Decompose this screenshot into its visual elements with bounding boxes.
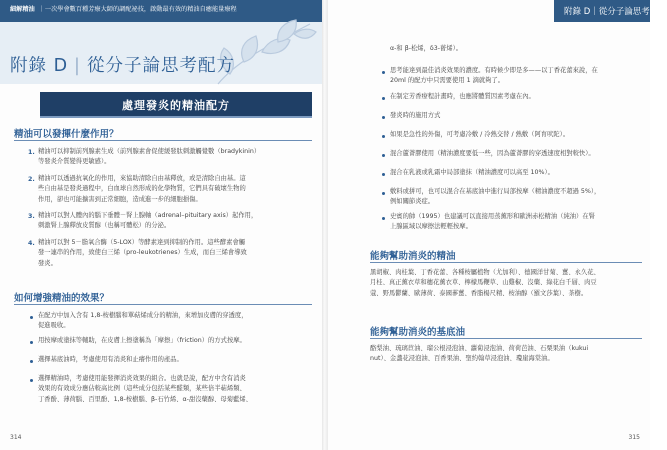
page-number-left: 314	[10, 434, 22, 441]
item-number: 1.	[28, 149, 35, 156]
left-page	[0, 0, 322, 450]
text-line: 20ml 的配方中只需要使用 1 滴就夠了。	[390, 77, 505, 85]
section-banner: 處理發炎的精油配方	[40, 92, 312, 116]
bullet-icon	[382, 173, 385, 176]
numbered-item	[38, 238, 318, 269]
running-head-right: 附錄 D｜從分子論思考配方	[554, 0, 650, 22]
text-line: 敷料或拼可，也可以混合在基底油中進行局部按摩（精油濃度不超過 5%），	[390, 188, 601, 195]
bullet-item	[390, 111, 642, 121]
bullet-item	[38, 355, 318, 365]
text-line: 效果的有效成分應佔較高比例（這些成分包括某些醛類，某些倍半萜烯類、	[38, 385, 246, 393]
appendix-label: 附錄 D	[10, 56, 69, 76]
bullet-icon	[30, 379, 33, 382]
text-line: 史賓的帥（1995）也建議可以直接用蒸薰形和歐洲赤松精油（純油）在腎	[390, 213, 595, 220]
text-line: 思考能達到最佳消炎效果的濃度。有時候少即是多——以丁香花蕾來說，在	[390, 67, 598, 74]
appendix-header-panel	[0, 22, 322, 84]
numbered-item	[38, 147, 318, 168]
bullet-item	[390, 149, 642, 159]
bullet-item	[38, 336, 318, 346]
text-line: 發炎時的施用方式	[390, 112, 441, 119]
text-line: 精油可以抑制前列腺素生成（前列腺素會促使緩發肽刺激觸覺數（bradykinin）	[38, 148, 261, 155]
continued-line: α-和 β-松烯，δ3-蒈烯）。	[390, 45, 463, 52]
text-line: 精油可以對 5－脂氧合酶（5-LOX）等酵素達到抑制的作用。這些酵素會觸	[38, 239, 246, 246]
q1-heading: 精油可以發揮什麼作用？	[14, 129, 119, 140]
bullet-item	[38, 311, 318, 332]
text-line: 混合蘆薈膠使用（精油濃度要低一些，因為蘆薈膠的穿透速度相對較快）。	[390, 150, 595, 157]
bullet-icon	[30, 341, 33, 344]
q2-heading: 如何增強精油的效果？	[14, 293, 110, 304]
right-page	[328, 0, 667, 450]
bullet-icon	[382, 217, 385, 220]
text-line: 在配方中加入含有 1,8-桉樹腦和單萜烯成分的精油，來增加皮膚的穿透度，	[38, 312, 248, 319]
oils-paragraph	[370, 268, 644, 299]
bullet-icon	[382, 192, 385, 195]
bullet-item	[390, 187, 642, 208]
carrier-oils-heading: 能夠幫助消炎的基底油	[370, 327, 466, 338]
text-line: nut）、金盞花浸泡油、百香果油、聖約翰草浸泡油、瓊崖海棠油。	[370, 355, 554, 363]
text-line: 些自由基是發炎過程中，白血球自然形成的化學物質，它們具有破壞生物的	[38, 185, 246, 193]
banner-underline	[40, 116, 312, 118]
text-line: 促進吸收。	[38, 322, 70, 330]
text-line: 發一連串的作用，致使白三烯（pro-leukotrienes）生成，而白三烯會導致	[38, 249, 247, 257]
text-line: 作用，卻也可能擴害到正常細胞，造成進一步的細胞損傷。	[38, 195, 202, 203]
text-line: 在制定芳香療程計畫時，也應將體質因素考慮在內。	[390, 93, 535, 100]
running-head-subtitle: ｜一次學會數百種芳療大師的調配祕技，啟動最有效的精油自癒能量療程	[38, 6, 237, 13]
q2-heading-rule	[14, 304, 312, 305]
bullet-icon	[382, 116, 385, 119]
text-line: 混合在乳液或乳霜中局部塗抹（精油濃度可以高至 10%）。	[390, 169, 554, 176]
carrier-heading-rule	[370, 338, 642, 339]
text-line: 等發炎介質變得更敏感）。	[38, 158, 111, 166]
bullet-item	[390, 66, 642, 87]
anti-inflammatory-oils-heading: 能夠幫助消炎的精油	[370, 251, 456, 262]
item-number: 2.	[28, 176, 35, 183]
bullet-item	[38, 374, 318, 405]
text-line: 精油可以透過抗氧化的作用，來協助清除自由基釋放，或是清除自由基。這	[38, 175, 246, 182]
item-number: 3.	[28, 213, 35, 220]
bullet-icon	[30, 360, 33, 363]
numbered-item	[38, 211, 318, 232]
running-head-book-title: 細解精油	[10, 6, 35, 13]
text-line: 上腺區域以摩擦法輕輕按摩。	[390, 223, 472, 231]
text-line: 月桂、真正薰衣草和穗花薰衣草、檸檬馬鞭草、山雞椒、沒藥、綠花白千層、肉豆	[370, 279, 597, 287]
text-line: 例如關節炎症。	[390, 198, 435, 206]
bullet-icon	[30, 316, 33, 319]
running-head-left	[0, 0, 322, 22]
page-number-right: 315	[628, 434, 640, 441]
text-line: 蔻、野馬鬱蘭、歐薄荷、泰國蔘薑、香脂楊尺精、桉油醇（羅文莎葉）、茶樹。	[370, 289, 588, 297]
bullet-item	[390, 130, 642, 140]
text-line: 選擇精油時，考慮使用能發揮消炎效果的組合。也就是說，配方中含有消炎	[38, 375, 246, 382]
oils-heading-rule	[370, 262, 642, 263]
text-line: 精油可以對人體內的腦下垂體－腎上腺軸（adrenal–pituitary axis）起作用，	[38, 212, 258, 219]
bullet-item	[390, 92, 642, 102]
text-line: 如果是急性的外傷，可考慮冷敷 / 冷熱交替 / 熱敷（阿育吠陀）。	[390, 131, 570, 138]
text-line: 丁香酚、薄荷腦、百里酚、1,8-桉樹腦、β-石竹烯、α-甜沒藥醇、母菊藍烯、	[38, 395, 252, 403]
text-line: 酪梨油、琉璃苣油、瑠公根浸泡油、蘿蔔浸泡油、荷荷芭油、石栗果油（kukui	[370, 345, 589, 352]
bullet-icon	[382, 154, 385, 157]
title-divider: |	[74, 56, 81, 76]
appendix-title-text: 從分子論思考配方	[86, 56, 235, 76]
bullet-item	[390, 168, 642, 178]
q1-heading-rule	[14, 140, 312, 141]
text-line: 發炎。	[38, 259, 57, 267]
item-number: 4.	[28, 240, 35, 247]
bullet-icon	[382, 135, 385, 138]
text-line: 刺激腎上腺釋放皮質醇（也稱可體松）的分泌。	[38, 222, 171, 230]
appendix-title	[10, 52, 235, 77]
bullet-icon	[382, 97, 385, 100]
text-line: 黑胡椒、肉桂葉、丁香花蕾、各種桉屬植物（尤加利）、德國洋甘菊、薑、永久花、	[370, 269, 600, 276]
text-line: 選擇基底油時，考慮使用有消炎和止癢作用的產品。	[38, 356, 183, 363]
carrier-oils-paragraph	[370, 344, 644, 365]
bullet-icon	[382, 71, 385, 74]
text-line: 用按摩或塗抹等輔助，在皮膚上擦塗稱為「摩擦」（friction）的方式按摩。	[38, 337, 246, 344]
bullet-item	[390, 212, 642, 233]
numbered-item	[38, 174, 318, 205]
